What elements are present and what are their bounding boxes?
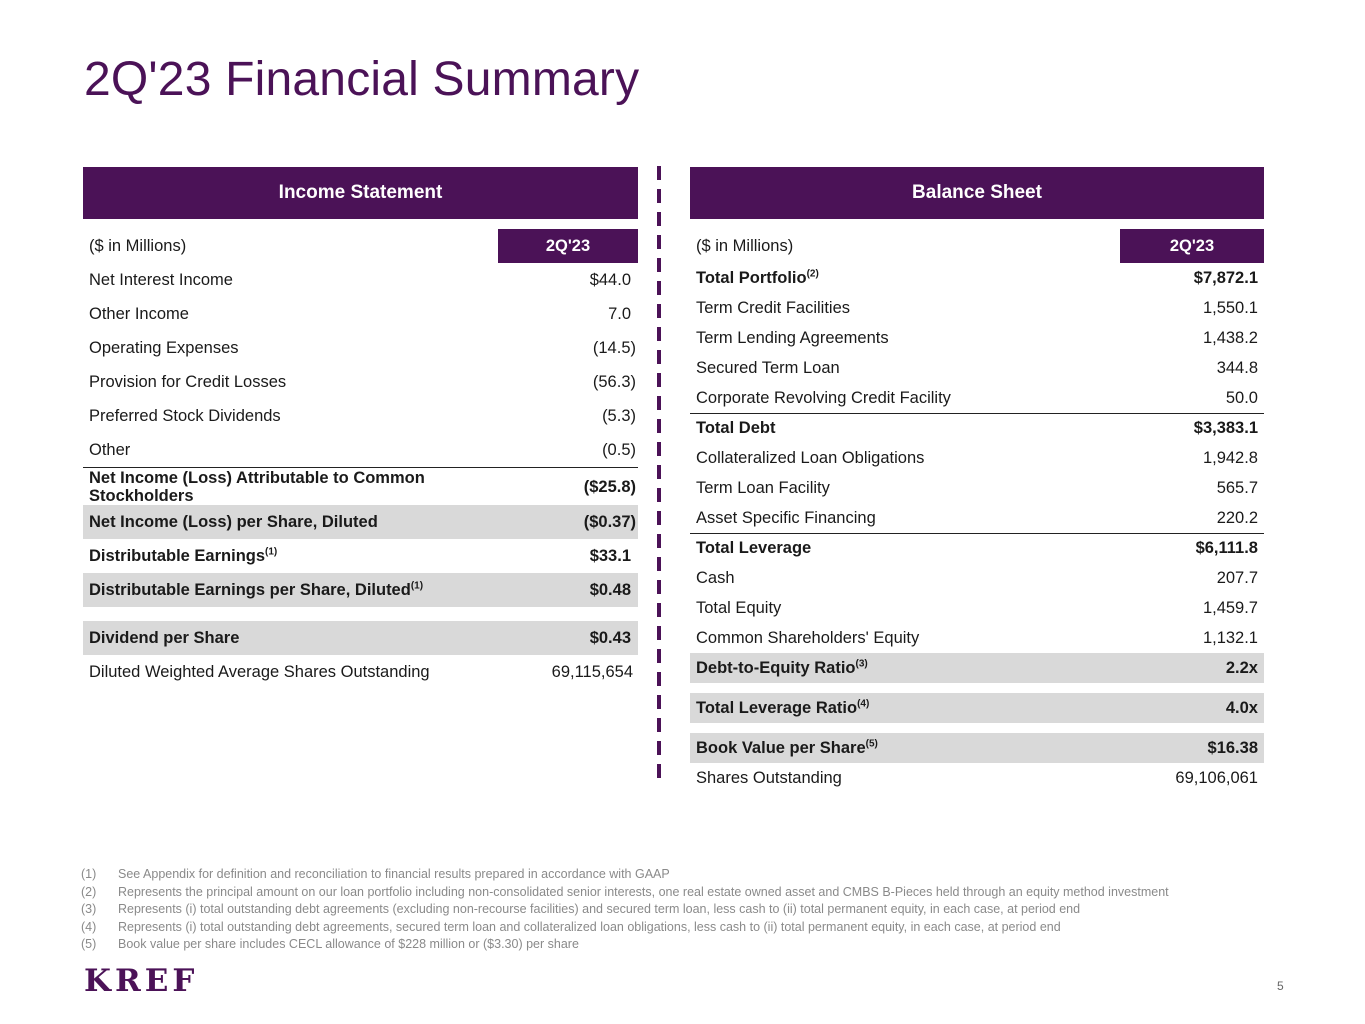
income-column-header xyxy=(83,229,638,263)
row-label: Asset Specific Financing xyxy=(696,508,876,527)
balance-row xyxy=(690,443,1264,473)
footnote xyxy=(81,919,1321,937)
row-label: Diluted Weighted Average Shares Outstanding xyxy=(89,662,430,681)
income-row xyxy=(83,263,638,297)
dashed-divider xyxy=(657,166,661,786)
row-value: 1,459.7 xyxy=(1202,598,1258,617)
row-value: 1,132.1 xyxy=(1202,628,1258,647)
footnote-number: (3) xyxy=(81,902,97,916)
period-label: 2Q'23 xyxy=(1120,229,1264,263)
balance-row-debt-to-equity xyxy=(690,653,1264,683)
row-value: 2.2x xyxy=(1225,658,1258,677)
income-statement-header: Income Statement xyxy=(83,167,638,219)
page-title: 2Q'23 Financial Summary xyxy=(84,53,640,106)
balance-row xyxy=(690,593,1264,623)
row-value: $0.43 xyxy=(589,628,631,647)
row-value: $33.1 xyxy=(589,546,631,565)
balance-row-book-value xyxy=(690,733,1264,763)
row-label: Operating Expenses xyxy=(89,338,239,357)
row-label: Common Shareholders' Equity xyxy=(696,628,920,647)
unit-label: ($ in Millions) xyxy=(89,236,187,255)
footnote-number: (2) xyxy=(81,884,97,899)
footnote-ref: (3) xyxy=(855,658,868,669)
row-value: 7.0 xyxy=(608,304,631,323)
row-label: Distributable Earnings$^{(1)}$ xyxy=(89,546,278,565)
row-label: Provision for Credit Losses xyxy=(89,372,287,391)
balance-row xyxy=(690,623,1264,653)
footnote xyxy=(81,936,1321,954)
row-label: Term Credit Facilities xyxy=(696,298,851,317)
row-label: Total Debt xyxy=(696,419,776,437)
income-row-de-per-share xyxy=(83,573,638,607)
row-label: Debt-to-Equity Ratio$^{(3)}$ xyxy=(696,658,868,677)
income-statement-panel xyxy=(83,167,638,689)
balance-row xyxy=(690,323,1264,353)
row-value: 344.8 xyxy=(1216,358,1258,377)
row-value: $7,872.1 xyxy=(1193,268,1258,287)
balance-row xyxy=(690,563,1264,593)
row-label: Shares Outstanding xyxy=(696,768,842,787)
balance-row xyxy=(690,353,1264,383)
row-value: 220.2 xyxy=(1216,508,1258,527)
kref-logo: KREF xyxy=(84,963,199,999)
footnote-ref: (2) xyxy=(806,268,819,279)
income-row xyxy=(83,433,638,467)
row-label: Cash xyxy=(696,568,735,587)
row-value: (14.5) xyxy=(592,338,636,357)
footnote xyxy=(81,884,1321,902)
income-row-distributable-earnings xyxy=(83,539,638,573)
balance-row xyxy=(690,383,1264,413)
row-value: 207.7 xyxy=(1216,568,1258,587)
row-label: Other Income xyxy=(89,304,189,323)
footnote xyxy=(81,866,1321,884)
balance-row-total-leverage xyxy=(690,533,1264,563)
balance-row xyxy=(690,503,1264,533)
row-value: 69,115,654 xyxy=(551,662,633,681)
period-label: 2Q'23 xyxy=(498,229,638,263)
row-label: Net Interest Income xyxy=(89,270,233,289)
row-label: Term Loan Facility xyxy=(696,478,830,497)
row-label: Term Lending Agreements xyxy=(696,328,889,347)
footnote-text: Represents (i) total outstanding debt agreements (excluding non-recourse facilities) and secured term loan, less cash to (ii) total permanent equity, in each case, at period end xyxy=(118,902,1081,916)
balance-row-leverage-ratio xyxy=(690,693,1264,723)
balance-row-total-debt xyxy=(690,413,1264,443)
row-value: $6,111.8 xyxy=(1195,539,1258,557)
row-label: Net Income (Loss) Attributable to Common Stockholders xyxy=(89,468,425,505)
balance-sheet-panel xyxy=(690,167,1264,793)
row-label: Total Leverage Ratio$^{(4)}$ xyxy=(696,698,870,717)
row-value: 69,106,061 xyxy=(1175,768,1258,787)
footnote-ref: (4) xyxy=(857,698,870,709)
row-value: $0.48 xyxy=(589,580,631,599)
row-label: Book Value per Share$^{(5)}$ xyxy=(696,738,878,757)
balance-column-header xyxy=(690,229,1264,263)
row-value: (5.3) xyxy=(602,406,636,425)
footnotes xyxy=(81,866,1321,954)
page-number: 5 xyxy=(1277,979,1284,993)
row-label: Preferred Stock Dividends xyxy=(89,406,281,425)
footnote-text: Represents (i) total outstanding debt agreements, secured term loan and collateralized loan obligations, less cash to (ii) total permanent equity, in each case, at period end xyxy=(118,919,1061,934)
row-label: Distributable Earnings per Share, Diluted$^{(1)}$ xyxy=(89,580,424,599)
row-value: 1,438.2 xyxy=(1202,328,1258,347)
balance-row-total-portfolio xyxy=(690,263,1264,293)
footnote-text: Book value per share includes CECL allowance of $228 million or ($3.30) per share xyxy=(118,937,579,951)
row-value: $44.0 xyxy=(589,270,631,289)
footnote-ref: (1) xyxy=(265,546,278,557)
row-label: Dividend per Share xyxy=(89,628,240,647)
footnote-number: (1) xyxy=(81,867,97,881)
row-label: Total Portfolio$^{(2)}$ xyxy=(696,268,819,287)
income-row-net-income-per-share xyxy=(83,505,638,539)
row-value: ($0.37) xyxy=(583,512,636,531)
income-row xyxy=(83,331,638,365)
footnote-number: (4) xyxy=(81,919,97,934)
row-value: $16.38 xyxy=(1207,738,1258,757)
row-label: Collateralized Loan Obligations xyxy=(696,448,925,467)
income-row-dividend xyxy=(83,621,638,655)
row-value: ($25.8) xyxy=(583,477,636,496)
balance-row xyxy=(690,473,1264,503)
footnote-text: See Appendix for definition and reconciliation to financial results prepared in accordance with GAAP xyxy=(118,867,670,881)
row-label: Other xyxy=(89,440,131,459)
balance-row-shares xyxy=(690,763,1264,793)
row-value: $3,383.1 xyxy=(1193,419,1258,437)
row-value: 4.0x xyxy=(1225,698,1258,717)
unit-label: ($ in Millions) xyxy=(696,236,794,255)
row-value: 565.7 xyxy=(1216,478,1258,497)
footnote xyxy=(81,901,1321,919)
footnote-number: (5) xyxy=(81,937,97,951)
income-row xyxy=(83,365,638,399)
income-row xyxy=(83,297,638,331)
row-label: Net Income (Loss) per Share, Diluted xyxy=(89,512,378,531)
row-value: 50.0 xyxy=(1225,388,1258,407)
balance-sheet-header: Balance Sheet xyxy=(690,167,1264,219)
income-row-net-income xyxy=(83,467,638,505)
row-label: Corporate Revolving Credit Facility xyxy=(696,388,951,407)
income-row-shares xyxy=(83,655,638,689)
footnote-ref: (5) xyxy=(865,738,878,749)
row-label: Total Leverage xyxy=(696,539,812,557)
income-row xyxy=(83,399,638,433)
balance-row xyxy=(690,293,1264,323)
footnote-text: Represents the principal amount on our loan portfolio including non-consolidated senior interests, one real estate owned asset and CMBS B-Pieces held through an equity method investment xyxy=(118,884,1169,899)
row-value: 1,942.8 xyxy=(1202,448,1258,467)
row-label: Total Equity xyxy=(696,598,782,617)
row-value: 1,550.1 xyxy=(1202,298,1258,317)
footnote-ref: (1) xyxy=(410,580,424,591)
row-value: (56.3) xyxy=(592,372,636,391)
row-label: Secured Term Loan xyxy=(696,358,840,377)
row-value: (0.5) xyxy=(602,440,636,459)
